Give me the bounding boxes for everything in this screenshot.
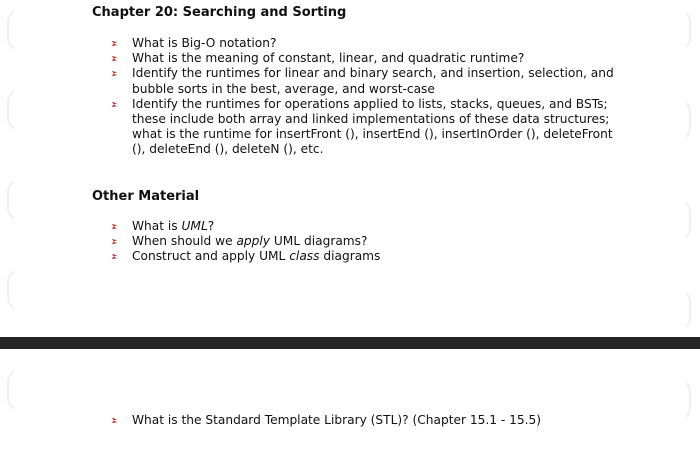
page-divider xyxy=(0,337,700,349)
section-heading-other-material: Other Material xyxy=(92,189,200,204)
list-item xyxy=(106,66,626,96)
emphasis: apply xyxy=(236,234,271,249)
bullet-list-searching-sorting xyxy=(106,36,626,158)
emphasis: class xyxy=(289,249,320,264)
list-item xyxy=(106,413,626,428)
section-heading-searching-sorting: Chapter 20: Searching and Sorting xyxy=(92,5,347,20)
bullet-list-stl xyxy=(106,413,626,428)
bullet-icon xyxy=(111,253,118,260)
list-item-text: Identify the runtimes for operations applied to lists, stacks, queues, and BSTs; these include both array and linked implementations of these data structures; what is the runtime for insertFront (), insertEnd (), insertInOrder (), deleteFront (), deleteEnd (), deleteN (), etc. xyxy=(132,96,613,157)
list-item xyxy=(106,249,626,264)
list-item xyxy=(106,219,626,234)
document-page-2 xyxy=(14,349,686,454)
list-item-text: When should we apply UML diagrams? xyxy=(132,234,368,249)
list-item xyxy=(106,36,626,51)
emphasis: UML xyxy=(181,219,208,233)
list-item-text: What is UML? xyxy=(132,219,215,233)
bullet-icon xyxy=(111,223,118,230)
list-item-text: What is Big-O notation? xyxy=(132,36,277,50)
list-item-text: What is the Standard Template Library (STL)? (Chapter 15.1 - 15.5) xyxy=(132,413,542,427)
bullet-list-other-material xyxy=(106,219,626,265)
bullet-icon xyxy=(111,101,118,108)
list-item xyxy=(106,51,626,66)
list-item-text: Construct and apply UML class diagrams xyxy=(132,249,381,264)
bullet-icon xyxy=(111,40,118,47)
bullet-icon xyxy=(111,70,118,77)
document-page-1 xyxy=(14,0,686,337)
list-item-text: What is the meaning of constant, linear, and quadratic runtime? xyxy=(132,51,525,66)
bullet-icon xyxy=(111,417,118,424)
list-item xyxy=(106,234,626,249)
bullet-icon xyxy=(111,238,118,245)
list-item xyxy=(106,97,626,158)
list-item-text: Identify the runtimes for linear and binary search, and insertion, selection, and bubble sorts in the best, average, and worst-case xyxy=(132,66,614,96)
bullet-icon xyxy=(111,55,118,62)
